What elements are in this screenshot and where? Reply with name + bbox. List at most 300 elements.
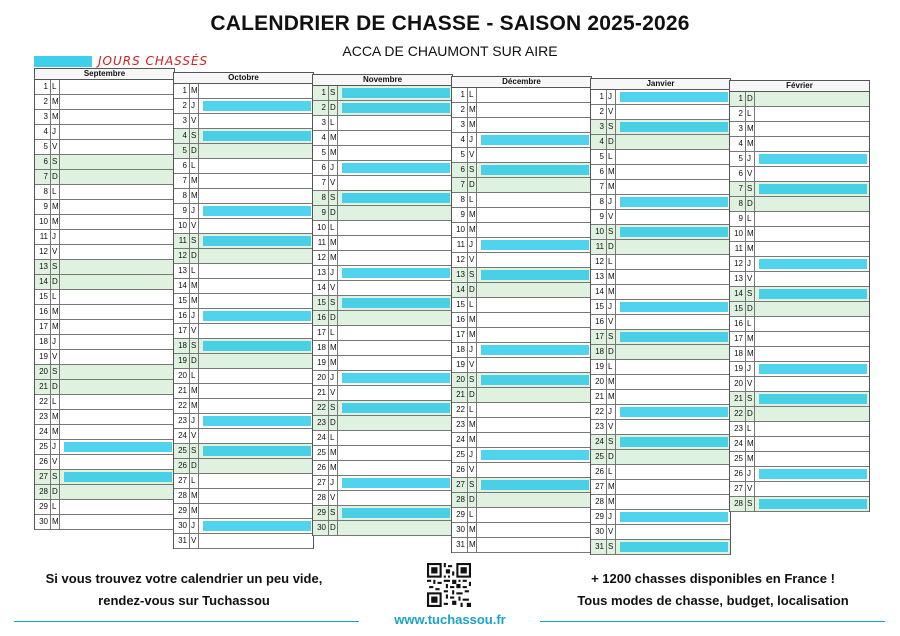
day-row: [591, 480, 730, 495]
hunt-day-marker: [477, 238, 591, 252]
day-number: 26: [174, 459, 190, 473]
day-number: 17: [313, 326, 329, 340]
day-row: [730, 452, 869, 467]
day-cell: [60, 110, 174, 124]
day-cell: [477, 463, 591, 477]
day-cell: [199, 84, 313, 98]
day-row: [452, 298, 591, 313]
day-of-week: J: [329, 161, 338, 175]
day-row: [730, 287, 869, 302]
day-of-week: S: [329, 86, 338, 100]
day-row: [730, 437, 869, 452]
day-cell: [60, 80, 174, 94]
day-row: [452, 238, 591, 253]
day-cell: [199, 144, 313, 158]
day-row: [35, 125, 174, 140]
day-cell: [60, 260, 174, 274]
day-row: [174, 414, 313, 429]
day-number: 12: [591, 255, 607, 269]
day-cell: [199, 249, 313, 263]
day-row: [35, 230, 174, 245]
day-of-week: D: [468, 493, 477, 507]
day-cell: [616, 105, 730, 119]
footer-divider-right: [540, 621, 885, 622]
day-of-week: D: [51, 170, 60, 184]
day-row: [452, 448, 591, 463]
day-number: 26: [35, 455, 51, 469]
day-row: [452, 433, 591, 448]
day-row: [35, 275, 174, 290]
day-number: 15: [35, 290, 51, 304]
day-of-week: M: [746, 227, 755, 241]
day-row: [174, 204, 313, 219]
day-row: [591, 180, 730, 195]
day-cell: [477, 328, 591, 342]
day-of-week: D: [329, 521, 338, 535]
day-cell: [60, 335, 174, 349]
footer-left: [14, 568, 354, 612]
day-of-week: V: [51, 350, 60, 364]
day-cell: [199, 279, 313, 293]
day-row: [452, 118, 591, 133]
day-cell: [477, 253, 591, 267]
day-number: 3: [591, 120, 607, 134]
day-row: [35, 470, 174, 485]
day-row: [313, 341, 452, 356]
hunt-day-marker: [755, 182, 869, 196]
day-row: [730, 317, 869, 332]
day-number: 28: [174, 489, 190, 503]
day-number: 16: [730, 317, 746, 331]
day-row: [452, 538, 591, 553]
day-row: [174, 234, 313, 249]
day-row: [35, 170, 174, 185]
hunt-day-marker: [616, 540, 730, 554]
legend: [34, 55, 208, 67]
day-cell: [60, 200, 174, 214]
day-cell: [616, 480, 730, 494]
day-row: [35, 155, 174, 170]
hunt-day-marker: [616, 90, 730, 104]
day-number: 9: [313, 206, 329, 220]
day-row: [35, 80, 174, 95]
day-cell: [199, 294, 313, 308]
day-number: 29: [452, 508, 468, 522]
day-cell: [477, 298, 591, 312]
day-of-week: D: [746, 407, 755, 421]
day-number: 12: [452, 253, 468, 267]
hunt-day-marker: [477, 133, 591, 147]
day-number: 5: [35, 140, 51, 154]
hunt-day-marker: [338, 161, 452, 175]
day-of-week: J: [468, 448, 477, 462]
day-cell: [199, 264, 313, 278]
day-row: [591, 270, 730, 285]
day-cell: [338, 431, 452, 445]
day-cell: [477, 223, 591, 237]
hunt-day-marker: [60, 470, 174, 484]
day-row: [452, 343, 591, 358]
day-row: [591, 210, 730, 225]
day-row: [452, 208, 591, 223]
day-row: [174, 219, 313, 234]
day-of-week: M: [329, 446, 338, 460]
day-row: [730, 197, 869, 212]
day-number: 24: [35, 425, 51, 439]
day-of-week: J: [51, 230, 60, 244]
day-cell: [755, 272, 869, 286]
day-cell: [616, 495, 730, 509]
day-cell: [338, 251, 452, 265]
day-number: 12: [313, 251, 329, 265]
day-number: 18: [730, 347, 746, 361]
day-number: 13: [313, 266, 329, 280]
hunt-day-marker: [477, 448, 591, 462]
hunt-day-marker: [477, 478, 591, 492]
day-row: [452, 523, 591, 538]
day-cell: [199, 429, 313, 443]
day-of-week: M: [607, 390, 616, 404]
day-row: [730, 377, 869, 392]
day-of-week: V: [607, 420, 616, 434]
day-of-week: L: [190, 159, 199, 173]
day-number: 8: [174, 189, 190, 203]
day-of-week: L: [190, 369, 199, 383]
day-cell: [755, 242, 869, 256]
day-number: 24: [313, 431, 329, 445]
day-of-week: L: [51, 395, 60, 409]
day-of-week: V: [51, 140, 60, 154]
day-number: 5: [313, 146, 329, 160]
month-header: Décembre: [452, 77, 591, 88]
day-number: 28: [591, 495, 607, 509]
day-of-week: S: [329, 506, 338, 520]
month-header: Septembre: [35, 69, 174, 80]
day-of-week: D: [746, 302, 755, 316]
day-cell: [477, 358, 591, 372]
day-row: [730, 467, 869, 482]
day-of-week: S: [607, 225, 616, 239]
day-row: [174, 399, 313, 414]
day-of-week: L: [468, 298, 477, 312]
day-of-week: L: [51, 185, 60, 199]
day-number: 10: [730, 227, 746, 241]
website-link[interactable]: www.tuchassou.fr: [394, 612, 506, 627]
day-row: [35, 215, 174, 230]
day-row: [452, 103, 591, 118]
day-of-week: D: [607, 345, 616, 359]
day-row: [730, 152, 869, 167]
day-number: 1: [174, 84, 190, 98]
hunt-day-marker: [199, 129, 313, 143]
day-of-week: S: [190, 339, 199, 353]
day-of-week: M: [51, 95, 60, 109]
day-cell: [477, 88, 591, 102]
day-cell: [60, 230, 174, 244]
day-row: [174, 534, 313, 549]
day-cell: [477, 523, 591, 537]
day-row: [591, 525, 730, 540]
hunt-day-marker: [338, 266, 452, 280]
day-cell: [616, 420, 730, 434]
day-row: [452, 358, 591, 373]
hunt-day-marker: [477, 163, 591, 177]
day-row: [313, 296, 452, 311]
day-number: 7: [174, 174, 190, 188]
day-of-week: V: [51, 245, 60, 259]
day-of-week: M: [468, 433, 477, 447]
day-number: 4: [174, 129, 190, 143]
day-number: 8: [452, 193, 468, 207]
day-of-week: M: [607, 285, 616, 299]
day-cell: [477, 178, 591, 192]
day-of-week: J: [607, 510, 616, 524]
day-of-week: S: [607, 330, 616, 344]
day-number: 30: [591, 525, 607, 539]
day-row: [730, 107, 869, 122]
day-cell: [60, 305, 174, 319]
day-of-week: M: [329, 251, 338, 265]
day-row: [730, 137, 869, 152]
day-of-week: J: [51, 335, 60, 349]
day-of-week: D: [329, 311, 338, 325]
day-of-week: L: [51, 500, 60, 514]
day-number: 28: [313, 491, 329, 505]
day-cell: [338, 221, 452, 235]
day-row: [313, 281, 452, 296]
day-of-week: L: [607, 360, 616, 374]
hunt-day-marker: [755, 362, 869, 376]
day-of-week: V: [607, 315, 616, 329]
day-row: [313, 161, 452, 176]
day-number: 12: [35, 245, 51, 259]
hunt-day-marker: [616, 435, 730, 449]
day-of-week: S: [746, 392, 755, 406]
day-cell: [338, 521, 452, 535]
day-number: 17: [452, 328, 468, 342]
day-number: 25: [591, 450, 607, 464]
day-number: 20: [35, 365, 51, 379]
day-row: [452, 283, 591, 298]
day-of-week: M: [468, 538, 477, 552]
day-cell: [60, 245, 174, 259]
day-number: 4: [730, 137, 746, 151]
day-of-week: J: [607, 195, 616, 209]
day-number: 21: [313, 386, 329, 400]
day-row: [35, 380, 174, 395]
day-of-week: L: [329, 221, 338, 235]
day-cell: [60, 365, 174, 379]
day-number: 1: [452, 88, 468, 102]
day-cell: [477, 148, 591, 162]
hunt-day-marker: [755, 257, 869, 271]
day-row: [174, 84, 313, 99]
day-cell: [338, 446, 452, 460]
day-row: [591, 330, 730, 345]
day-row: [591, 225, 730, 240]
hunt-day-marker: [199, 519, 313, 533]
day-of-week: D: [329, 206, 338, 220]
day-cell: [199, 114, 313, 128]
day-number: 7: [452, 178, 468, 192]
day-cell: [477, 283, 591, 297]
day-cell: [755, 422, 869, 436]
day-number: 30: [452, 523, 468, 537]
month-header: Février: [730, 81, 869, 92]
day-number: 15: [452, 298, 468, 312]
hunt-day-marker: [755, 152, 869, 166]
day-of-week: D: [51, 380, 60, 394]
day-cell: [338, 176, 452, 190]
day-of-week: M: [468, 523, 477, 537]
day-cell: [60, 215, 174, 229]
day-of-week: M: [468, 208, 477, 222]
day-row: [591, 240, 730, 255]
day-of-week: L: [329, 326, 338, 340]
day-cell: [755, 407, 869, 421]
day-number: 9: [591, 210, 607, 224]
day-of-week: M: [51, 320, 60, 334]
day-number: 14: [591, 285, 607, 299]
day-cell: [755, 107, 869, 121]
day-row: [591, 450, 730, 465]
day-number: 10: [452, 223, 468, 237]
day-of-week: S: [329, 296, 338, 310]
day-cell: [338, 341, 452, 355]
day-of-week: J: [746, 152, 755, 166]
day-of-week: D: [51, 485, 60, 499]
day-number: 23: [313, 416, 329, 430]
day-of-week: J: [329, 371, 338, 385]
day-number: 1: [591, 90, 607, 104]
day-of-week: J: [190, 309, 199, 323]
day-of-week: L: [51, 290, 60, 304]
day-number: 3: [35, 110, 51, 124]
day-row: [174, 174, 313, 189]
day-row: [313, 176, 452, 191]
day-cell: [199, 534, 313, 548]
day-of-week: S: [329, 401, 338, 415]
day-row: [35, 410, 174, 425]
day-number: 4: [35, 125, 51, 139]
day-of-week: V: [746, 272, 755, 286]
day-row: [313, 521, 452, 536]
day-row: [591, 300, 730, 315]
day-row: [591, 195, 730, 210]
day-of-week: D: [190, 354, 199, 368]
day-cell: [338, 386, 452, 400]
hunt-day-marker: [616, 300, 730, 314]
day-row: [313, 221, 452, 236]
day-cell: [60, 380, 174, 394]
day-of-week: M: [607, 480, 616, 494]
day-number: 21: [174, 384, 190, 398]
day-row: [35, 140, 174, 155]
day-of-week: J: [329, 266, 338, 280]
day-row: [174, 429, 313, 444]
day-cell: [477, 403, 591, 417]
month-column-1: [34, 68, 175, 530]
legend-label: JOURS CHASSÉS: [98, 54, 209, 68]
day-number: 25: [174, 444, 190, 458]
day-of-week: V: [468, 463, 477, 477]
day-row: [313, 191, 452, 206]
day-of-week: J: [51, 125, 60, 139]
footer-left-line2: rendez-vous sur Tuchassou: [98, 593, 270, 608]
day-cell: [199, 174, 313, 188]
day-row: [730, 182, 869, 197]
day-number: 9: [35, 200, 51, 214]
day-number: 29: [313, 506, 329, 520]
day-number: 10: [591, 225, 607, 239]
day-cell: [60, 95, 174, 109]
day-number: 1: [730, 92, 746, 106]
hunt-day-marker: [477, 268, 591, 282]
hunt-day-marker: [616, 120, 730, 134]
day-number: 22: [35, 395, 51, 409]
day-cell: [477, 193, 591, 207]
footer-right-line1: + 1200 chasses disponibles en France !: [591, 571, 835, 586]
day-of-week: S: [468, 268, 477, 282]
day-cell: [60, 170, 174, 184]
day-row: [174, 459, 313, 474]
day-of-week: L: [468, 88, 477, 102]
day-of-week: V: [607, 105, 616, 119]
footer-divider-left: [14, 621, 359, 622]
day-row: [313, 356, 452, 371]
day-of-week: M: [190, 174, 199, 188]
day-row: [730, 167, 869, 182]
day-number: 16: [452, 313, 468, 327]
hunt-day-marker: [616, 510, 730, 524]
day-of-week: M: [746, 332, 755, 346]
day-cell: [338, 461, 452, 475]
day-number: 6: [452, 163, 468, 177]
day-of-week: V: [190, 534, 199, 548]
hunt-day-marker: [616, 195, 730, 209]
day-cell: [199, 399, 313, 413]
day-row: [591, 150, 730, 165]
day-of-week: M: [468, 328, 477, 342]
day-cell: [477, 418, 591, 432]
day-number: 8: [35, 185, 51, 199]
day-cell: [755, 437, 869, 451]
day-row: [35, 440, 174, 455]
page-subtitle: ACCA DE CHAUMONT SUR AIRE: [342, 43, 558, 59]
day-row: [452, 388, 591, 403]
hunt-day-marker: [755, 392, 869, 406]
day-number: 25: [730, 452, 746, 466]
day-number: 13: [35, 260, 51, 274]
day-row: [174, 324, 313, 339]
day-of-week: D: [190, 144, 199, 158]
day-row: [313, 386, 452, 401]
day-row: [174, 129, 313, 144]
day-cell: [199, 474, 313, 488]
day-row: [35, 245, 174, 260]
day-number: 21: [35, 380, 51, 394]
day-number: 29: [174, 504, 190, 518]
day-number: 30: [174, 519, 190, 533]
month-column-6: [729, 80, 870, 512]
day-number: 9: [452, 208, 468, 222]
day-row: [35, 365, 174, 380]
day-row: [174, 189, 313, 204]
day-row: [452, 223, 591, 238]
day-number: 6: [174, 159, 190, 173]
day-of-week: V: [746, 167, 755, 181]
day-row: [730, 332, 869, 347]
